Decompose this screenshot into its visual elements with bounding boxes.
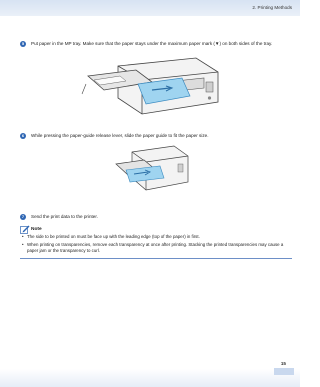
note-bullet-text: The side to be printed on must be face up with the leading edge (top of the paper) in first. [27,234,200,239]
step-number-6: 6 [21,133,25,138]
footer-tab [274,368,294,375]
step-6-text: While pressing the paper-guide release lever, slide the paper guide to fit the paper size. [31,133,209,138]
note-bottom-rule [20,258,292,259]
bullet-dot: • [22,242,24,247]
note-title: Note [31,227,42,232]
note-bullet [22,242,290,254]
note-bullet [22,234,290,240]
step-7-text: Send the print data to the printer. [31,214,98,219]
printer-mp-tray-illustration [78,54,228,122]
step-number-5: 5 [21,41,25,46]
bullet-dot: • [22,234,24,239]
note-pencil-icon [20,225,30,234]
chapter-title: 2. Printing Methods [252,5,292,10]
step-5-text: Put paper in the MP tray. Make sure that the paper stays under the maximum paper mark (▼) on both sides of the tray. [31,41,273,46]
footer-band [0,369,300,387]
step-number-7: 7 [21,214,25,219]
page-number: 15 [280,361,286,366]
note-bullet-text: When printing on transparencies, remove each transparency at once after printing. Stacking the printed transparencies may cause a paper jam or the transparency to curl. [27,242,284,253]
paper-guide-illustration [112,144,192,202]
